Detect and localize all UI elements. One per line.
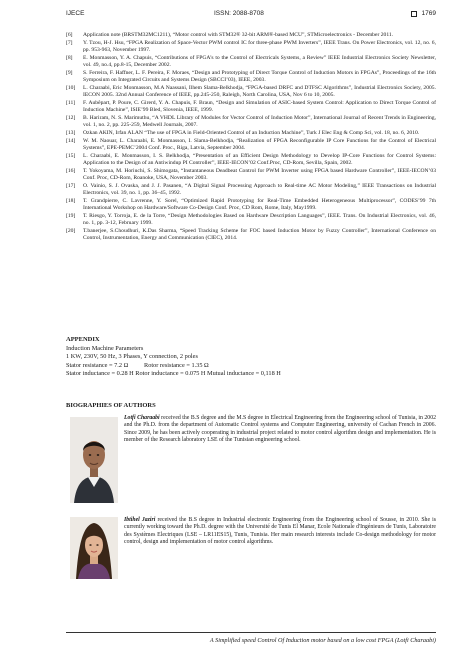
reference-number: [16]	[66, 167, 76, 174]
reference-text: L. Charaabi, Eric Monmasson, M.A Naassani, Ilhem Slama-Belkhodja, “FPGA-based DRFC and DTFSC Algorithms”, Industrial Electronics Society, 2005. IECON 2005. 32nd Annual Conference of IEEE, pp.245-250, Raleigh, North Carolina, USA, Nov 6 to 10, 2005.	[83, 84, 436, 98]
square-icon	[411, 11, 417, 17]
reference-item	[66, 153, 436, 167]
reference-item	[66, 32, 436, 39]
reference-number: [9]	[66, 69, 73, 76]
reference-number: [12]	[66, 114, 76, 121]
reference-text: S. Ferreira, F. Haffner, L. F. Pereira, F. Moraes, “Design and Prototyping of Direct Torque Control of Induction Motors in FPGAs”, Proceedings of the 16th Symposium on Integrated Circuits and Systems Design (SBCCI’03), IEEE, 2003.	[83, 69, 436, 83]
appendix-subheading: Induction Machine Parameters	[66, 344, 144, 352]
reference-list	[66, 32, 436, 243]
reference-item	[66, 40, 436, 54]
reference-text: W. M. Naouar, L. Charaabi, E. Monmasson, I. Slama-Belkhodja, “Realization of FPGA Reconfigurable IP Core Functions for the Control of Electrical Systems”, EPE-PEMC’2004 Conf. Proc., Riga, Latvia, September 2004.	[83, 137, 436, 151]
author-bio-2	[124, 517, 436, 546]
reference-number: [18]	[66, 197, 76, 204]
page-number-group	[411, 10, 436, 17]
reference-text: E. Monmasson, Y. A. Chapuis, “Contributions of FPGA’s to the Control of Electricals Systems, a Review” IEEE Industrial Electronics Society Newsletter, vol. 49, no.4, pp.8-15, December 2002.	[83, 54, 436, 68]
reference-text: T. Riesgo, Y. Torroja, E. de la Torre, “Design Methodologies Based on Hardware Description Languages”, IEEE. Trans. On Industrial Electronics, vol. 46, no. 1, pp. 3-12, February 1999.	[83, 212, 436, 226]
author-name-2: Ibtihel Jaziri	[124, 517, 156, 523]
reference-text: O. Vainio, S. J. Ovaska, and J. J. Pasanen, “A Digital Signal Processing Approach to Real-time AC Motor Modeling,” IEEE Transactions on Industrial Electronics, vol. 39, no. 1, pp. 36–45, 1992.	[83, 182, 436, 196]
issn-label: ISSN: 2088-8708	[214, 10, 264, 17]
page-number: 1769	[421, 10, 436, 17]
reference-item	[66, 55, 436, 69]
reference-item	[66, 198, 436, 212]
author-name-1: Lotfi Charaabi	[124, 415, 160, 421]
reference-item	[66, 138, 436, 152]
reference-item	[66, 183, 436, 197]
reference-item	[66, 70, 436, 84]
reference-text: T. Grandpierre, C. Lavrenne, Y. Sorel, “Optimized Rapid Prototyping for Real-Time Embedded Heterogeneous Multiprocessor”, CODES’99 7th International Workshop on Hardware/Software Co-Design Conf. Proc, CD Rom, Rome, Italy, May1999.	[83, 197, 436, 211]
reference-number: [6]	[66, 32, 73, 38]
reference-text: L. Charaabi, E. Monmasson, I. S. Belkhodja, “Presentation of an Efficient Design Methodology to Develop IP-Core Functions for Control Systems: Application to the Design of an Antiwindup PI Controller”, IEEE-IECON’02 Conf.Proc, CD-Rom, Sevilla, Spain, 2002.	[83, 152, 436, 166]
reference-number: [7]	[66, 39, 73, 46]
reference-item	[66, 228, 436, 242]
author-portrait-2-image	[70, 517, 118, 579]
reference-item	[66, 213, 436, 227]
author-portrait-1-image	[70, 417, 118, 503]
reference-item	[66, 115, 436, 129]
reference-number: [8]	[66, 54, 73, 61]
appendix-section	[66, 336, 436, 379]
page-header	[66, 10, 436, 22]
reference-item	[66, 85, 436, 99]
appendix-line-1: 1 KW, 230V, 50 Hz, 3 Phases, Y connection, 2 poles	[66, 353, 198, 361]
reference-number: [20]	[66, 227, 76, 234]
reference-number: [14]	[66, 137, 76, 144]
journal-name: IJECE	[66, 10, 85, 17]
reference-number: [11]	[66, 99, 76, 106]
author-photo-1	[70, 417, 118, 503]
footer-divider	[66, 632, 436, 633]
author-bio-1	[124, 415, 436, 444]
author-bio-text-2: received the B.S degree in Industrial electronic Engineering from the Engineering school of Sousse, in 2010. She is currently working toward the Ph.D. degree with the Université de Tunis El Manar, Ecole Nationale d'Ingénieurs de Tunis, Laboratoire des Systèmes Electriques (LSE – LR11ES15), Tunis, Tunisia. Her main research interests include Co-design methodology for motor control, design and implementation of motor control algorithms.	[124, 517, 436, 545]
reference-number: [17]	[66, 182, 76, 189]
reference-text: F. Aubêpart, P. Poure, C. Girerd, Y. A. Chapuis, F. Braun, “Design and Simulation of ASIC-based System Control: Application to Direct Torque Control of Induction Machine”, ISIE’99 Bled, Slovenia, IEEE, 1999.	[83, 99, 436, 113]
reference-text: T.banerjee, S.Choudhuri, K.Das Sharma, “Speed Tracking Scheme for FOC based Induction Motor by Fuzzy Controller”, International Conference on Control, Instrumentation, Energy and Communication (CIEC), 2014.	[83, 227, 436, 241]
author-bio-text-1: received the B.S degree and the M.S degree in Electrical Engineering from the Engineering school of Tunisia, in 2002 and the Ph.D. from the department of Automatic Control systems and Computer Engineering, university of Cachan French in 2006. Since 2009, he has been actively cooperating in industrial project related to motor control algorithm design and implementation. He is member of the Research laboratory LSE of the Tunisian engineering school.	[124, 415, 437, 443]
author-photo-2	[70, 517, 118, 579]
reference-text: Y. Tzou, H-J. Hsu, “FPGA Realization of Space-Vector PWM control IC for three-phase PWM Inverters”, IEEE Trans. On Power Electronics, vol. 12, no. 6, pp. 953-963, November 1997.	[83, 39, 436, 53]
reference-number: [19]	[66, 212, 76, 219]
appendix-line-2: Stator resistance = 7.2 Ω Rotor resistance = 1.35 Ω	[66, 361, 209, 369]
reference-number: [10]	[66, 84, 76, 91]
reference-number: [13]	[66, 129, 76, 136]
reference-text: T. Yokoyama, M. Horiuchi, S. Shimogata, “Instantaneous Deadbeat Control for PWM Inverter using FPGA based Hardware Controller”, IEEE-IECON’03 Conf. Proc, CD-Rom, Roanoke, USA, November 2003.	[83, 167, 436, 181]
appendix-heading: APPENDIX	[66, 336, 100, 343]
reference-text: B. Hariram, N. S. Marimuthu, “A VHDL Library of Modules for Vector Control of Induction Motor”, International Journal of Recent Trends in Engineering, vol. 1, no. 2, pp. 225-259, Medwell Journals, 2007.	[83, 114, 436, 128]
reference-text: Application note (BRSTM32MC1211), “Motor control with STM32® 32‑bit ARM®‑based MCU”, STMicroelectronics - December 2011.	[83, 32, 394, 38]
reference-item	[66, 130, 436, 137]
reference-text: Ozkan AKIN, Irfan ALAN “The use of FPGA in Field-Oriented Control of an Induction Machine”, Turk J Elec Eng & Comp Sci, vol. 18, no. 6, 2010.	[83, 129, 420, 136]
biographies-heading: BIOGRAPHIES OF AUTHORS	[66, 402, 156, 409]
reference-item	[66, 168, 436, 182]
reference-item	[66, 100, 436, 114]
reference-number: [15]	[66, 152, 76, 159]
appendix-line-3: Stator inductance = 0.28 H Rotor inductance = 0.075 H Mutual inductance = 0,118 H	[66, 370, 281, 378]
page-footer: A Simplified speed Control Of Induction motor based on a low cost FPGA (Lotfi Charaabi)	[209, 637, 436, 644]
